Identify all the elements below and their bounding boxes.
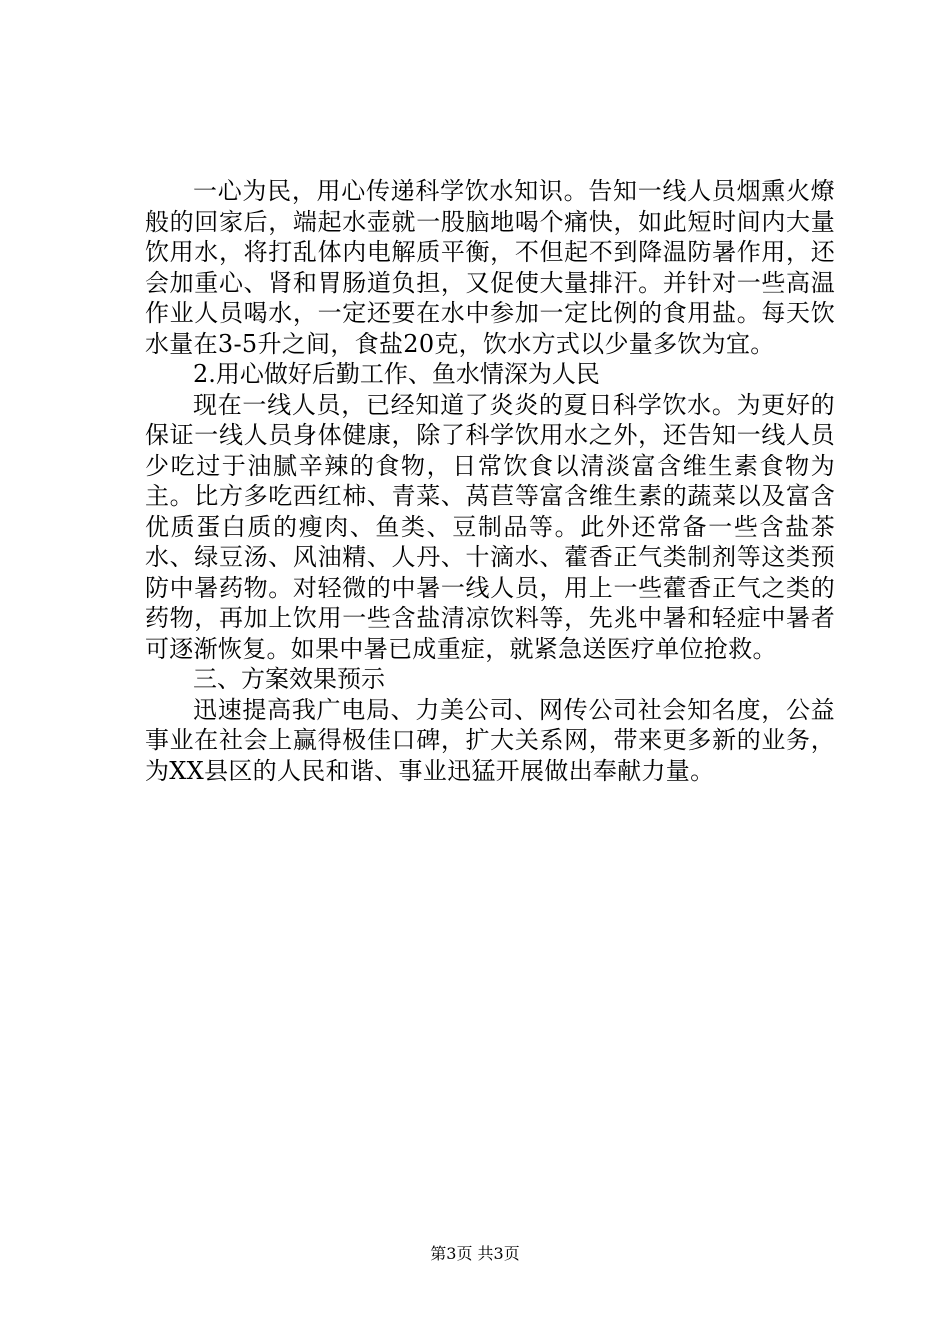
document-body bbox=[145, 176, 835, 786]
section-heading-expected-effect: 三、方案效果预示 bbox=[193, 665, 385, 693]
paragraph-diet-and-medicine: 现在一线人员，已经知道了炎炎的夏日科学饮水。为更好的保证一线人员身体健康，除了科学饮用水之外，还告知一线人员少吃过于油腻辛辣的食物，日常饮食以清淡富含维生素食物为主。比方多吃西红柿、青菜、莴苣等富含维生素的蔬菜以及富含优质蛋白质的瘦肉、鱼类、豆制品等。此外还常备一些含盐茶水、绿豆汤、风油精、人丹、十滴水、藿香正气类制剂等这类预防中暑药物。对轻微的中暑一线人员，用上一些藿香正气之类的药物，再加上饮用一些含盐清凉饮料等，先兆中暑和轻症中暑者可逐渐恢复。如果中暑已成重症，就紧急送医疗单位抢救。 bbox=[145, 390, 835, 663]
section-heading-logistics: 2.用心做好后勤工作、鱼水情深为人民 bbox=[193, 360, 600, 388]
paragraph-drinking-water: 一心为民，用心传递科学饮水知识。告知一线人员烟熏火燎般的回家后，端起水壶就一股脑地喝个痛快，如此短时间内大量饮用水，将打乱体内电解质平衡，不但起不到降温防暑作用，还会加重心、肾和胃肠道负担，又促使大量排汗。并针对一些高温作业人员喝水，一定还要在水中参加一定比例的食用盐。每天饮水量在3-5升之间，食盐20克，饮水方式以少量多饮为宜。 bbox=[145, 177, 835, 358]
page-footer: 第3页 共3页 bbox=[430, 1244, 520, 1263]
paragraph-expected-effect: 迅速提高我广电局、力美公司、网传公司社会知名度，公益事业在社会上赢得极佳口碑，扩大关系网，带来更多新的业务，为XX县区的人民和谐、事业迅猛开展做出奉献力量。 bbox=[145, 695, 835, 785]
